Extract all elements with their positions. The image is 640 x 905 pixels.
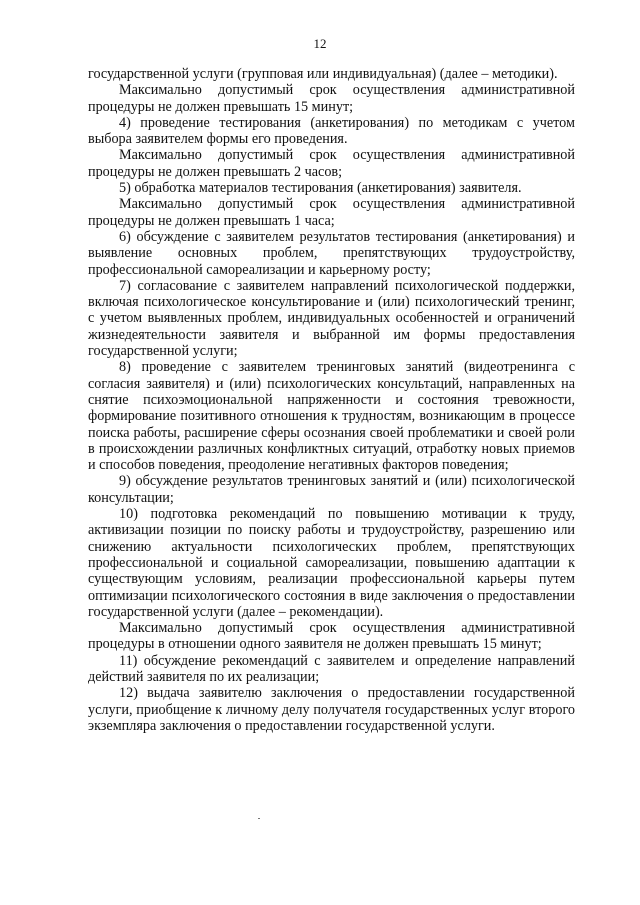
paragraph-item-4: 4) проведение тестирования (анкетирования) по методикам с учетом выбора заявителем формы его проведения. (88, 114, 575, 148)
paragraph-time-limit-1-hour: Максимально допустимый срок осуществления административной процедуры не должен превышать 1 часа; (88, 196, 575, 229)
paragraph-item-6: 6) обсуждение с заявителем результатов тестирования (анкетирования) и выявление основных проблем, препятствующих трудоустройству, профессиональной самореализации и карьерному росту; (88, 228, 575, 278)
paragraph-item-5: 5) обработка материалов тестирования (анкетирования) заявителя. (119, 180, 522, 197)
paragraph-time-limit-per-applicant: Максимально допустимый срок осуществления административной процедуры в отношении одного заявителя не должен превышать 15 минут; (88, 620, 575, 653)
paragraph-item-12: 12) выдача заявителю заключения о предоставлении государственной услуги, приобщение к личному делу получателя государственных услуг второго экземпляра заключения о предоставлении государственной услуги. (88, 685, 575, 734)
paragraph-item-10: 10) подготовка рекомендаций по повышению мотивации к труду, активизации позиции по поиску работы и трудоустройству, разрешению или снижению актуальности психологических проблем, препятствующих профессиональной и социальной самореализации, повышению адаптации к существующим условиям, реализации профессиональной карьеры путем оптимизации психологического состояния в виде заключения о предоставлении государственной услуги (далее – рекомендации). (88, 506, 575, 620)
paragraph-time-limit-15-min: Максимально допустимый срок осуществления административной процедуры не должен превышать 15 минут; (88, 82, 575, 115)
scan-speck (258, 818, 260, 819)
body-text (88, 66, 575, 734)
page-number: 12 (313, 36, 327, 51)
paragraph-methods-continuation: государственной услуги (групповая или индивидуальная) (далее – методики). (88, 66, 558, 82)
paragraph-item-8: 8) проведение с заявителем тренинговых занятий (видеотренинга с согласия заявителя) и (или) психологических консультаций, направленных на снятие психоэмоциональной напряженности и состояния тревожности, формирование позитивного отношения к трудностям, возникающим в процессе поиска работы, расширение сферы осознания своей проблематики и своей роли в происхождении различных конфликтных ситуаций, отработку новых приемов и способов поведения, преодоление негативных факторов поведения; (88, 359, 575, 474)
paragraph-item-7: 7) согласование с заявителем направлений психологической поддержки, включая психологическое консультирование и (или) психологический тренинг, с учетом выявленных проблем, индивидуальных особенностей и ограничений жизнедеятельности заявителя и выбранной им формы предоставления государственной услуги; (88, 277, 575, 360)
paragraph-item-11: 11) обсуждение рекомендаций с заявителем и определение направлений действий заявителя по их реализации; (88, 652, 575, 685)
paragraph-item-9: 9) обсуждение результатов тренинговых занятий и (или) психологической консультации; (88, 473, 575, 506)
paragraph-time-limit-2-hours: Максимально допустимый срок осуществления административной процедуры не должен превышать 2 часов; (88, 147, 575, 180)
